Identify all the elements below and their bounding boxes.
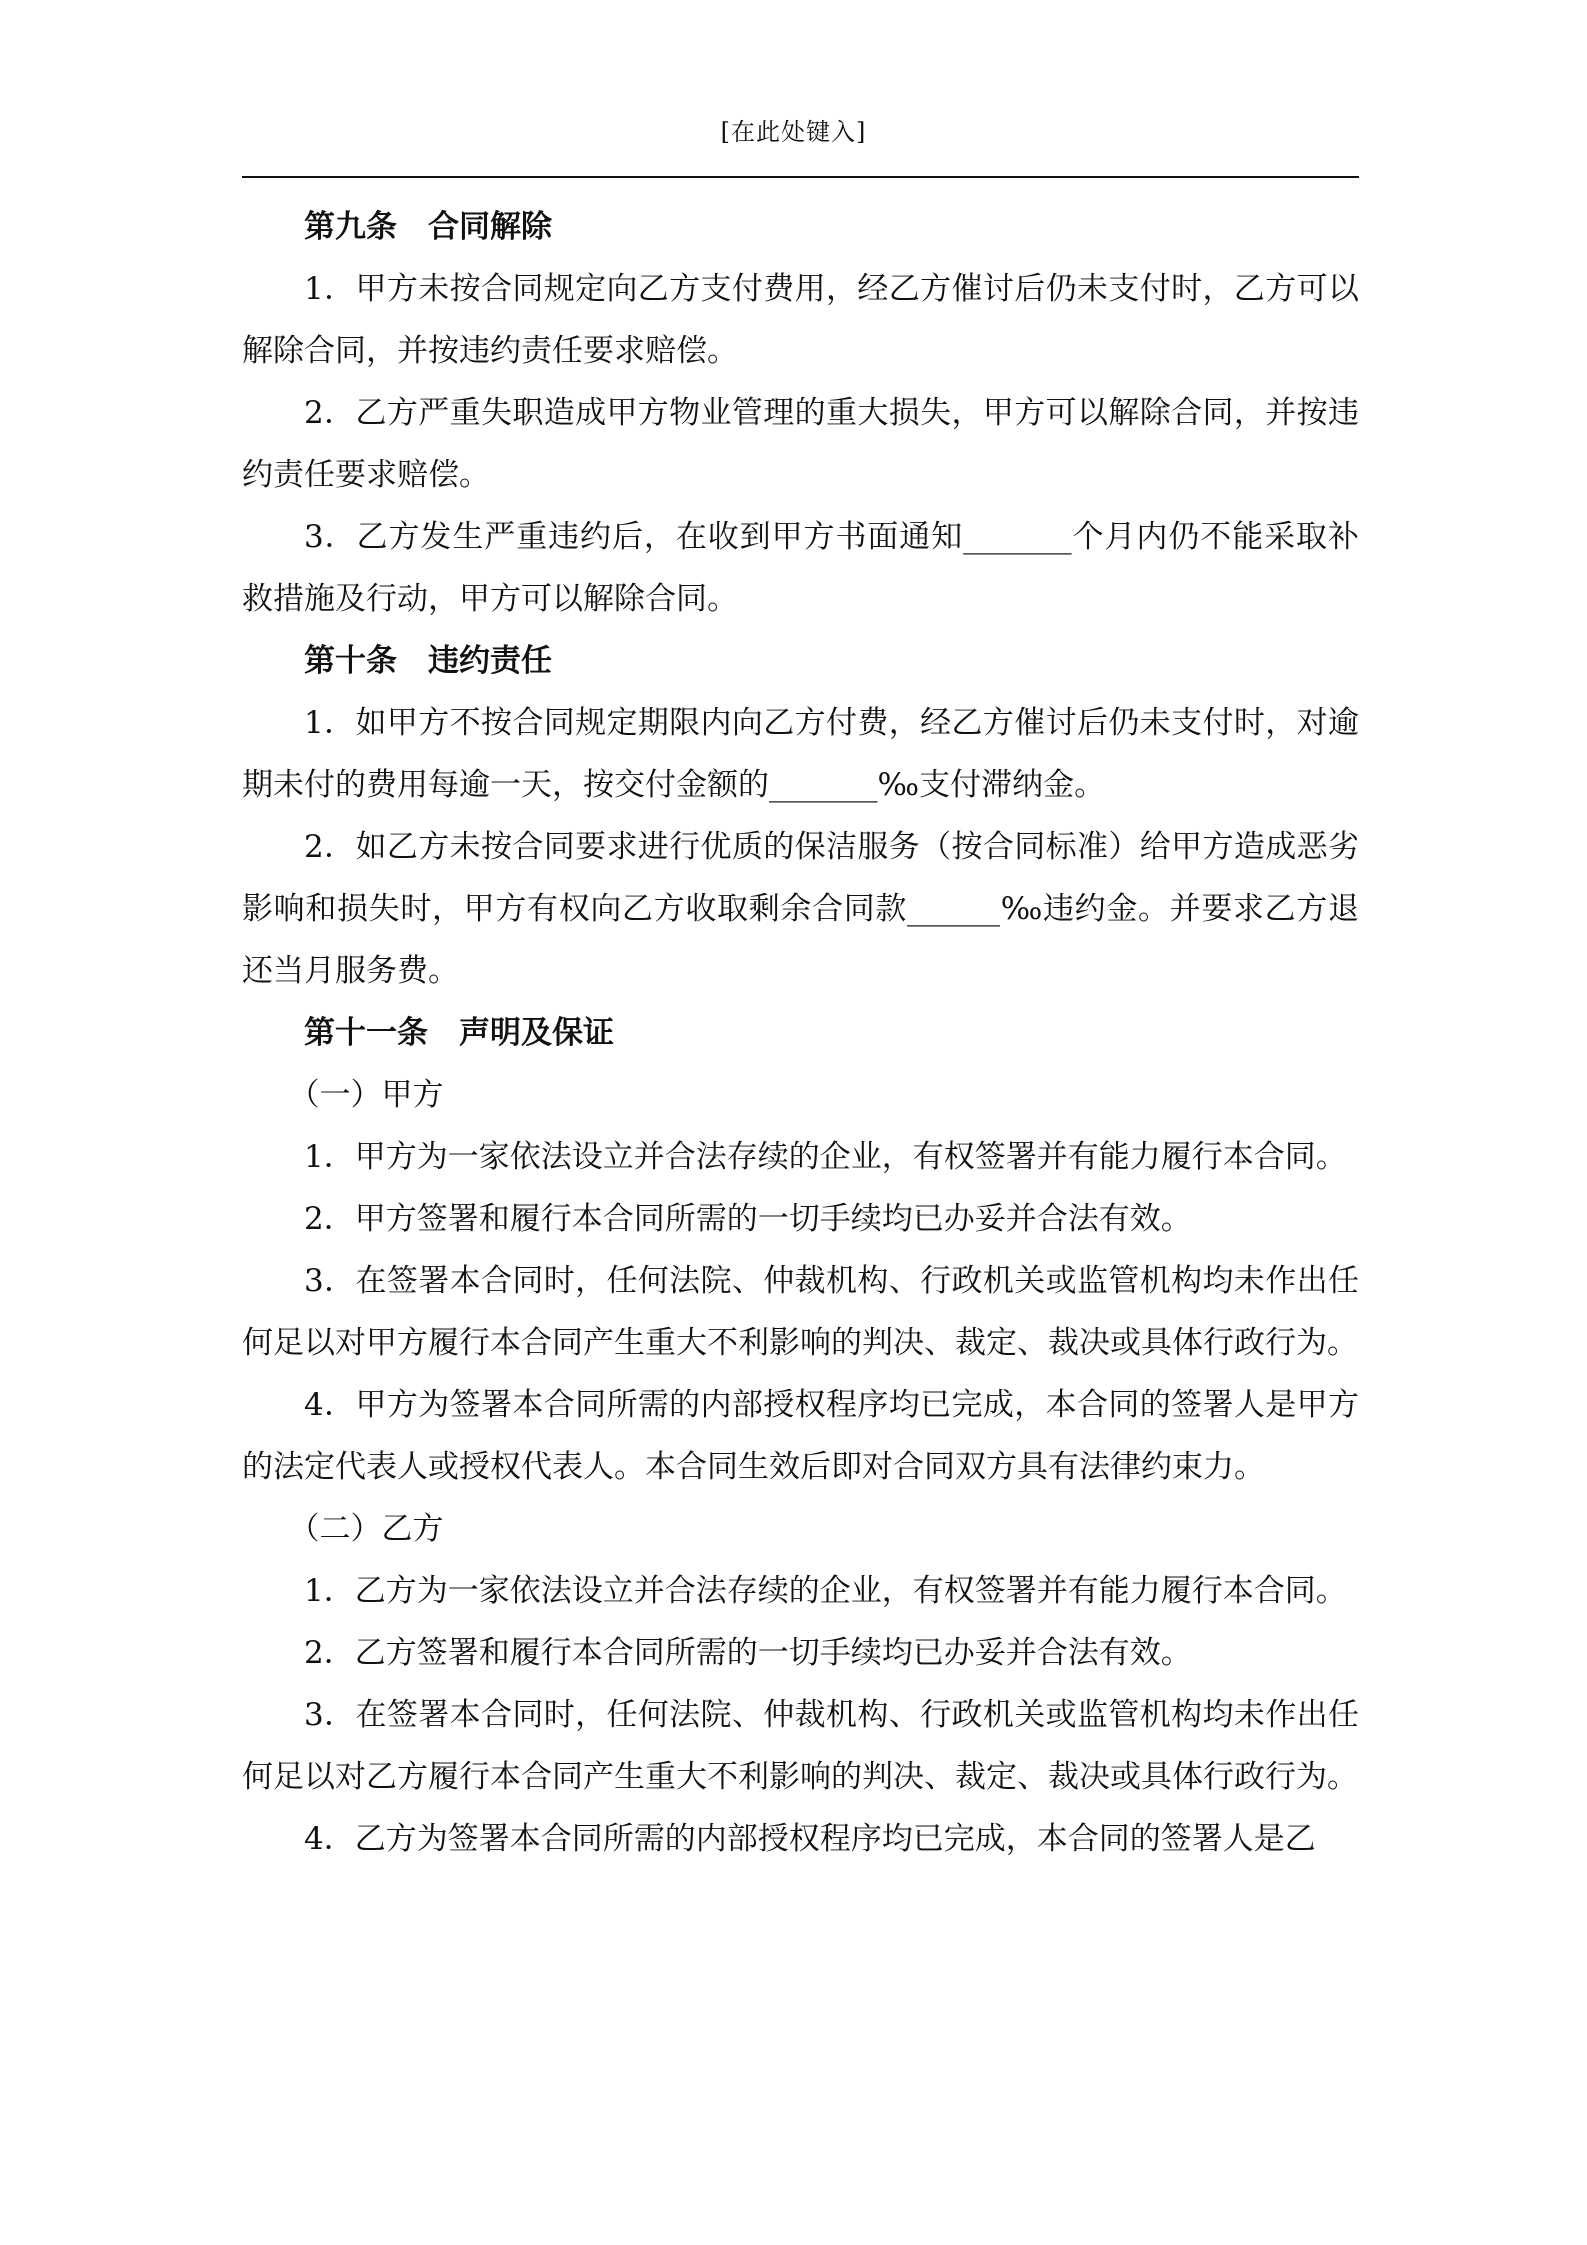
party-b-subheading: （二）乙方 — [288, 1511, 444, 1547]
party-a-clause-4: 4．甲方为签署本合同所需的内部授权程序均已完成，本合同的签署人是甲方的法定代表人或授权代表人。本合同生效后即对合同双方具有法律约束力。 — [242, 1387, 1359, 1485]
party-a-subheading: （一）甲方 — [288, 1077, 444, 1113]
document-body — [242, 196, 1359, 1870]
article-9-clause-2: 2．乙方严重失职造成甲方物业管理的重大损失，甲方可以解除合同，并按违约责任要求赔偿。 — [242, 395, 1359, 493]
party-b-clause-2: 2．乙方签署和履行本合同所需的一切手续均已办妥并合法有效。 — [304, 1635, 1192, 1671]
article-9-clause-1: 1．甲方未按合同规定向乙方支付费用，经乙方催讨后仍未支付时，乙方可以解除合同，并按违约责任要求赔偿。 — [242, 271, 1359, 369]
article-9-heading: 第九条 合同解除 — [304, 209, 552, 245]
article-10-clause-1: 1．如甲方不按合同规定期限内向乙方付费，经乙方催讨后仍未支付时，对逾期未付的费用每逾一天，按交付金额的_______‰支付滞纳金。 — [242, 705, 1359, 803]
party-b-clause-3: 3．在签署本合同时，任何法院、仲裁机构、行政机关或监管机构均未作出任何足以对乙方履行本合同产生重大不利影响的判决、裁定、裁决或具体行政行为。 — [242, 1697, 1359, 1795]
article-11-heading: 第十一条 声明及保证 — [304, 1015, 614, 1051]
article-10-clause-2: 2．如乙方未按合同要求进行优质的保洁服务（按合同标准）给甲方造成恶劣影响和损失时，甲方有权向乙方收取剩余合同款______‰违约金。并要求乙方退还当月服务费。 — [242, 829, 1359, 989]
party-a-clause-3: 3．在签署本合同时，任何法院、仲裁机构、行政机关或监管机构均未作出任何足以对甲方履行本合同产生重大不利影响的判决、裁定、裁决或具体行政行为。 — [242, 1263, 1359, 1361]
party-b-clause-1: 1．乙方为一家依法设立并合法存续的企业，有权签署并有能力履行本合同。 — [304, 1573, 1347, 1609]
page-header: [在此处键入] — [720, 118, 867, 146]
article-9-clause-3: 3．乙方发生严重违约后，在收到甲方书面通知_______个月内仍不能采取补救措施及行动，甲方可以解除合同。 — [242, 519, 1359, 617]
article-10-heading: 第十条 违约责任 — [304, 643, 552, 679]
party-a-clause-1: 1．甲方为一家依法设立并合法存续的企业，有权签署并有能力履行本合同。 — [304, 1139, 1347, 1175]
header-rule — [242, 176, 1359, 178]
party-a-clause-2: 2．甲方签署和履行本合同所需的一切手续均已办妥并合法有效。 — [304, 1201, 1192, 1237]
party-b-clause-4: 4．乙方为签署本合同所需的内部授权程序均已完成，本合同的签署人是乙 — [304, 1821, 1316, 1857]
